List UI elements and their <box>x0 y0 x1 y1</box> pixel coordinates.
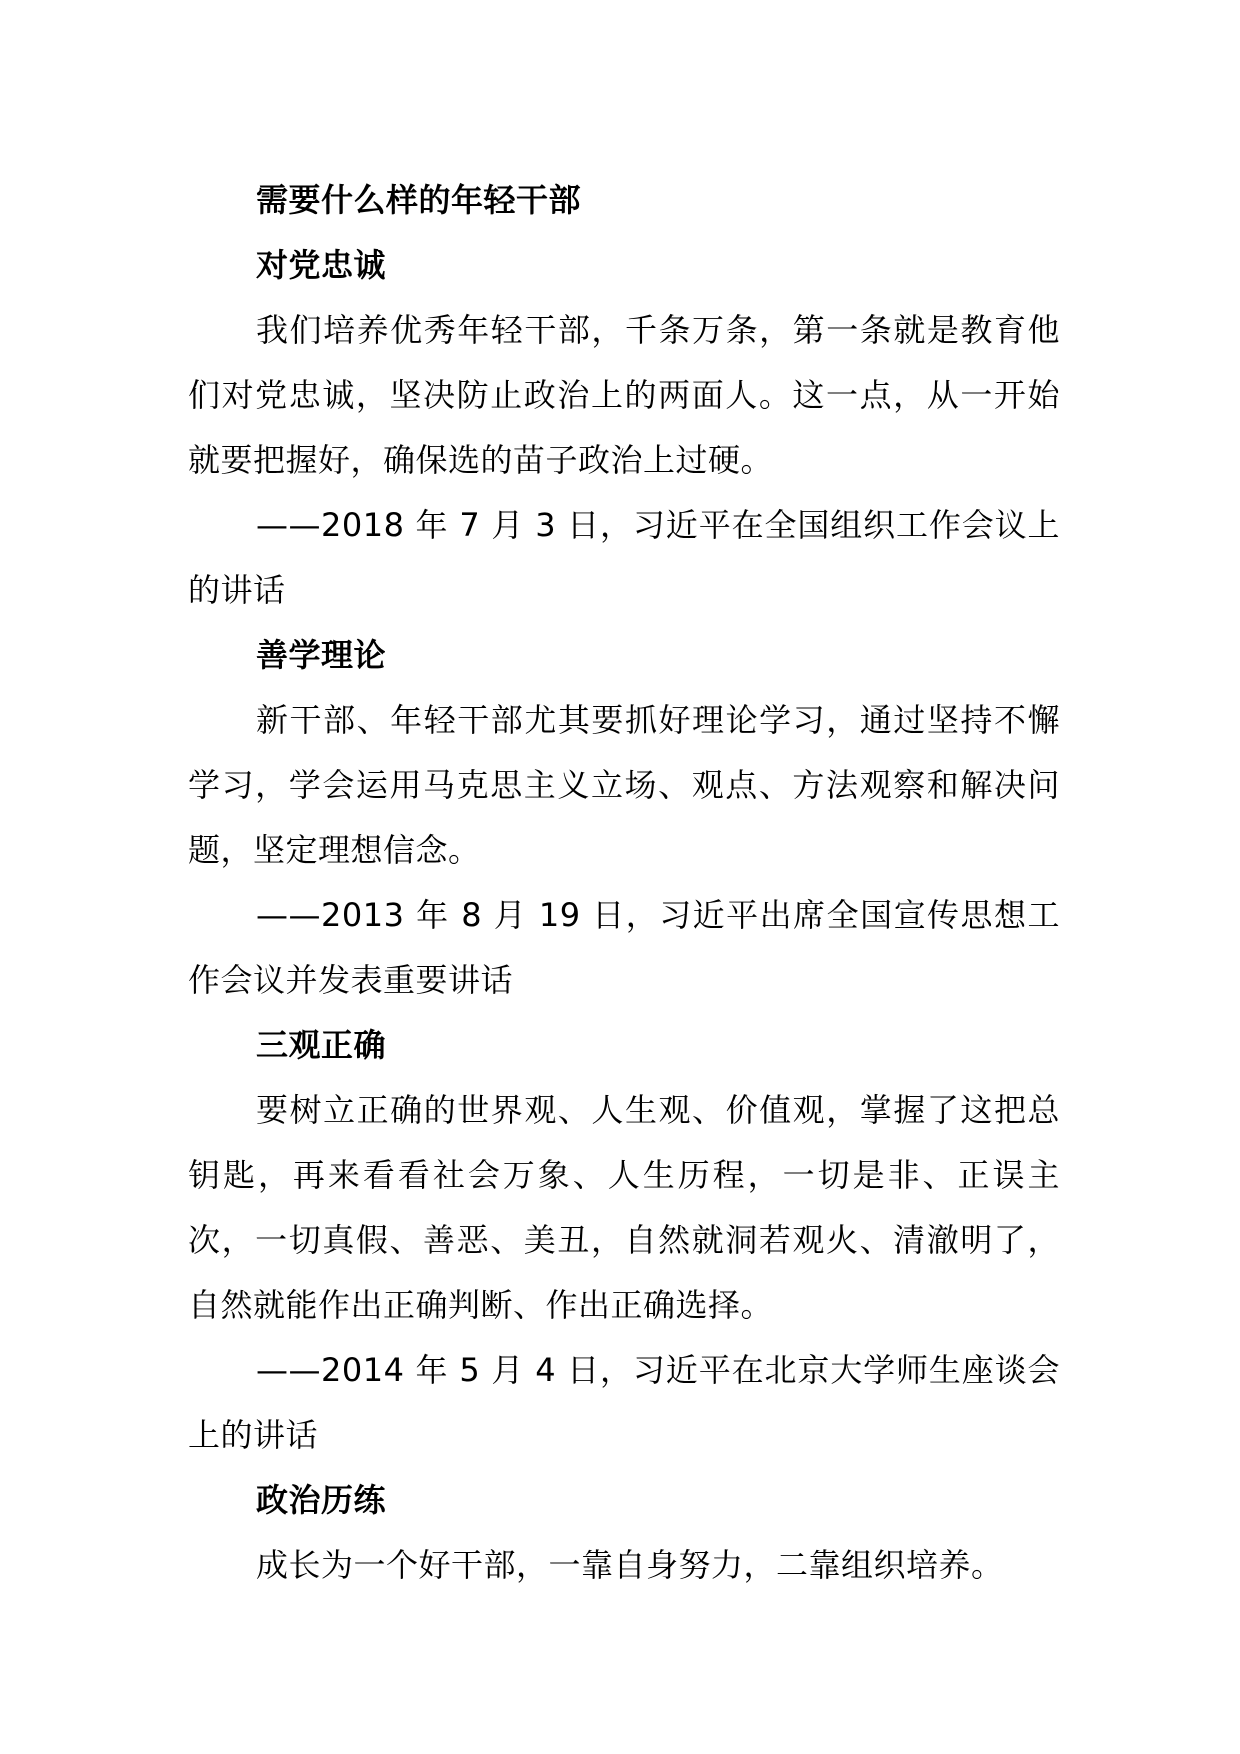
section-quote: 新干部、年轻干部尤其要抓好理论学习，通过坚持不懈学习，学会运用马克思主义立场、观点、方法观察和解决问题，坚定理想信念。 <box>188 701 1060 869</box>
section-quote: 我们培养优秀年轻干部，千条万条，第一条就是教育他们对党忠诚，坚决防止政治上的两面人。这一点，从一开始就要把握好，确保选的苗子政治上过硬。 <box>188 311 1060 479</box>
section-heading: 三观正确 <box>256 1026 387 1064</box>
section-heading: 对党忠诚 <box>256 246 387 284</box>
section-heading: 善学理论 <box>256 636 387 674</box>
section-source: ——2018 年 7 月 3 日，习近平在全国组织工作会议上的讲话 <box>188 506 1060 609</box>
section-quote: 成长为一个好干部，一靠自身努力，二靠组织培养。 <box>256 1546 1004 1584</box>
section-source: ——2013 年 8 月 19 日，习近平出席全国宣传思想工作会议并发表重要讲话 <box>188 896 1060 999</box>
section-source: ——2014 年 5 月 4 日，习近平在北京大学师生座谈会上的讲话 <box>188 1351 1060 1454</box>
section-heading: 政治历练 <box>256 1481 387 1519</box>
document-page <box>188 168 1060 1598</box>
section-quote: 要树立正确的世界观、人生观、价值观，掌握了这把总钥匙，再来看看社会万象、人生历程，一切是非、正误主次，一切真假、善恶、美丑，自然就洞若观火、清澈明了，自然就能作出正确判断、作出正确选择。 <box>188 1091 1060 1324</box>
document-title: 需要什么样的年轻干部 <box>256 181 582 219</box>
